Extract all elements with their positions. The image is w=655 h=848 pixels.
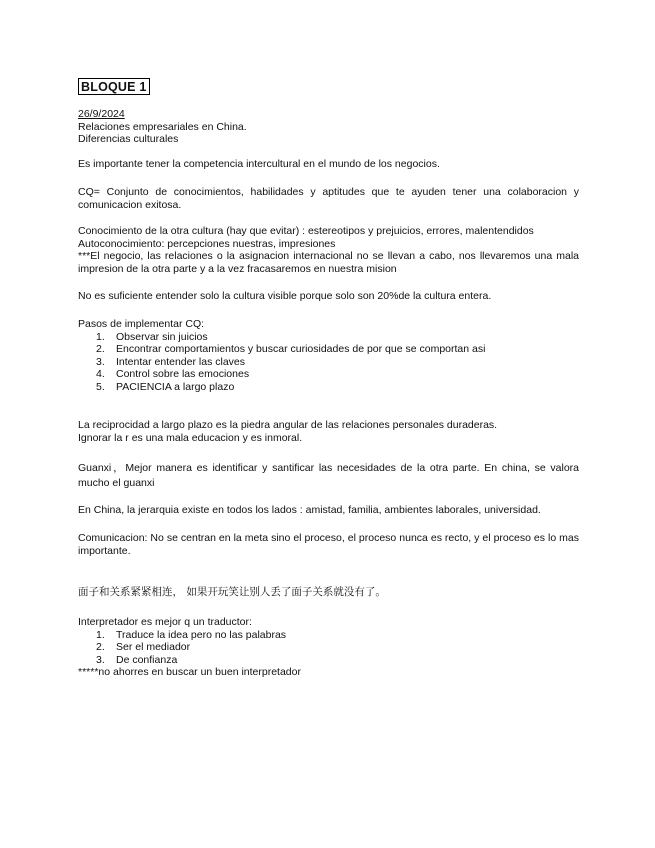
paragraph-text: Ignorar la r es una mala educacion y es inmoral.	[78, 431, 303, 444]
paragraph-8	[78, 504, 579, 517]
list-text: De confianza	[116, 653, 178, 666]
list-number: 1.	[96, 330, 105, 343]
paragraph-text: 面子和关系紧紧相连， 如果开玩笑让别人丢了面子关系就没有了。	[78, 586, 386, 598]
paragraph-text: Conocimiento de la otra cultura (hay que evitar) : estereotipos y prejuicios, errores, malentendidos	[78, 225, 534, 237]
list-text: PACIENCIA a largo plazo	[116, 380, 235, 393]
list-item	[78, 654, 579, 667]
list-title: Pasos de implementar CQ:	[78, 318, 205, 330]
section-heading: BLOQUE 1	[78, 78, 150, 95]
paragraph-text: ***El negocio, las relaciones o la asignacion internacional no se llevan a cabo, nos llevaremos una mala impresion de la otra parte y a la vez fracasaremos en nuestra mision	[78, 250, 579, 275]
paragraph-text: No es suficiente entender solo la cultura visible porque solo son 20%de la cultura entera.	[78, 290, 492, 302]
list-number: 3.	[96, 355, 105, 368]
list-item	[78, 629, 579, 642]
paragraph-1	[78, 158, 579, 171]
list-item	[78, 368, 579, 381]
paragraph-6	[78, 419, 579, 444]
list-text: Observar sin juicios	[116, 330, 208, 343]
list-number: 2.	[96, 641, 105, 653]
paragraph-7	[78, 461, 579, 491]
subtopic-line: Diferencias culturales	[78, 133, 179, 145]
list-number: 1.	[96, 628, 105, 641]
interpreter-block	[78, 616, 579, 679]
paragraph-2	[78, 186, 579, 211]
list-item	[78, 331, 579, 344]
paragraph-text: Autoconocimiento: percepciones nuestras, impresiones	[78, 237, 336, 250]
interpreter-note: *****no ahorres en buscar un buen interpretador	[78, 666, 301, 678]
list-number: 5.	[96, 380, 105, 393]
list-text: Intentar entender las claves	[116, 355, 245, 368]
list-text: Control sobre las emociones	[116, 368, 250, 380]
list-text: Encontrar comportamientos y buscar curiosidades de por que se comportan asi	[116, 343, 486, 355]
paragraph-9	[78, 532, 579, 557]
topic-line: Relaciones empresariales en China.	[78, 120, 247, 133]
paragraph-text: Es importante tener la competencia intercultural en el mundo de los negocios.	[78, 158, 440, 170]
paragraph-text: Guanxi，Mejor manera es identificar y santificar las necesidades de la otra parte. En china, se valora mucho el guanxi	[78, 462, 579, 489]
list-text: Ser el mediador	[116, 641, 191, 653]
cq-steps-list	[78, 331, 579, 394]
list-item	[78, 641, 579, 654]
paragraph-text: CQ= Conjunto de conocimientos, habilidades y aptitudes que te ayuden tener una colaboracion y comunicacion exitosa.	[78, 186, 579, 211]
paragraph-text: En China, la jerarquia existe en todos los lados : amistad, familia, ambientes laborales, universidad.	[78, 504, 541, 516]
paragraph-4	[78, 290, 579, 303]
header-block	[78, 108, 579, 146]
list-text: Traduce la idea pero no las palabras	[116, 628, 287, 641]
heading-block	[78, 78, 579, 95]
paragraph-text: Comunicacion: No se centran en la meta sino el proceso, el proceso nunca es recto, y el proceso es lo mas importante.	[78, 532, 579, 557]
list-item	[78, 381, 579, 394]
interpreter-list	[78, 629, 579, 667]
paragraph-10	[78, 586, 579, 599]
paragraph-3	[78, 225, 579, 275]
list-item	[78, 343, 579, 356]
list-number: 2.	[96, 343, 105, 355]
paragraph-text: La reciprocidad a largo plazo es la piedra angular de las relaciones personales duraderas.	[78, 419, 498, 431]
cq-steps-block	[78, 318, 579, 393]
list-title: Interpretador es mejor q un traductor:	[78, 616, 252, 628]
list-number: 3.	[96, 653, 105, 666]
list-number: 4.	[96, 368, 105, 380]
list-item	[78, 356, 579, 369]
date-line: 26/9/2024	[78, 108, 125, 120]
